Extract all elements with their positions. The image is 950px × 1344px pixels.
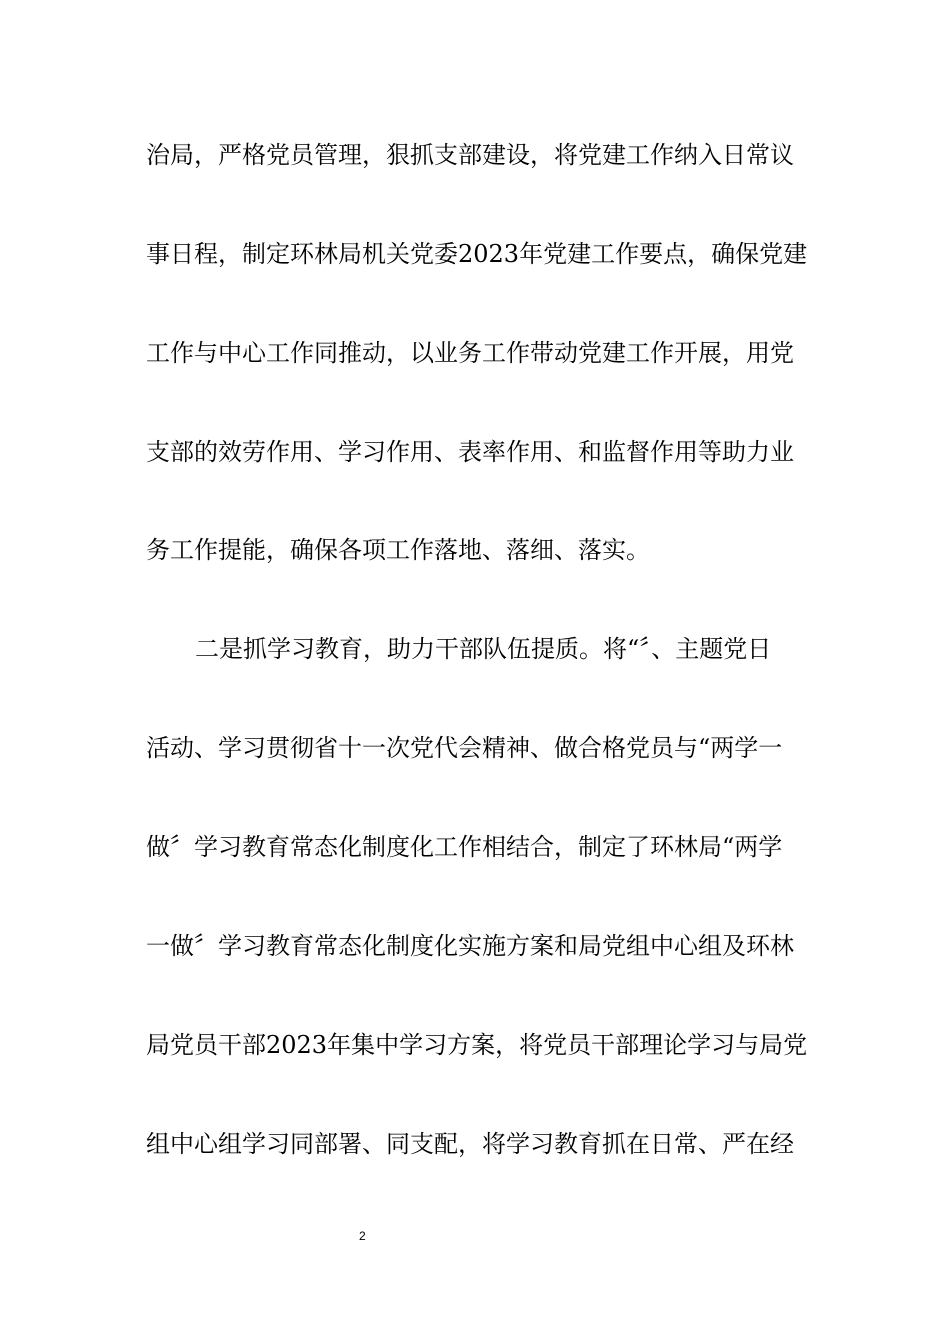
- text-line-9: 一做〞学习教育常态化制度化实施方案和局党组中心组及环林: [146, 932, 794, 960]
- text-line-8: 做〞学习教育常态化制度化工作相结合，制定了环林局“两学: [146, 833, 783, 861]
- text-line-4: 支部的效劳作用、学习作用、表率作用、和监督作用等助力业: [146, 438, 794, 466]
- text-line-11: 组中心组学习同部署、同支配，将学习教育抓在日常、严在经: [146, 1130, 794, 1158]
- text-line-3: 工作与中心工作同推动，以业务工作带动党建工作开展，用党: [146, 339, 794, 367]
- text-line-10: 局党员干部2023年集中学习方案，将党员干部理论学习与局党: [146, 1031, 808, 1059]
- page-number: 2: [359, 1229, 366, 1243]
- text-line-6: 二是抓学习教育，助力干部队伍提质。将“〞、主题党日: [195, 635, 772, 663]
- text-line-1: 治局，严格党员管理，狠抓支部建设，将党建工作纳入日常议: [146, 141, 794, 169]
- text-line-2: 事日程，制定环林局机关党委2023年党建工作要点，确保党建: [146, 240, 808, 268]
- text-line-7: 活动、学习贯彻省十一次党代会精神、做合格党员与“两学一: [146, 734, 783, 762]
- text-line-5: 务工作提能，确保各项工作落地、落细、落实。: [146, 536, 650, 564]
